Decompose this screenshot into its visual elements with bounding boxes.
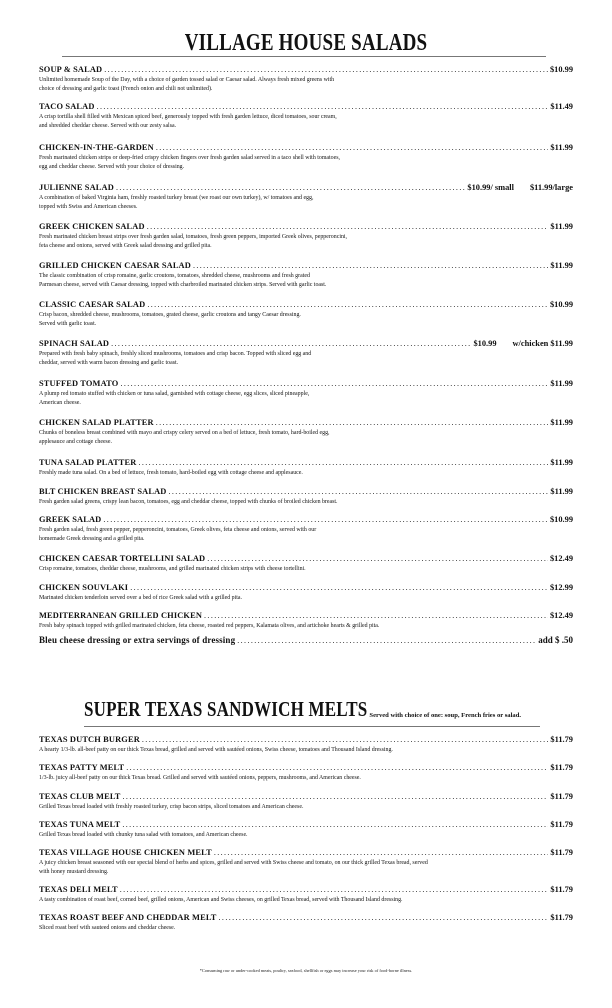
item-name: TEXAS ROAST BEEF AND CHEDDAR MELT [39, 913, 217, 922]
item-description: cheddar, served with warm bacon dressing and garlic toast. [39, 359, 179, 366]
item-price: $12.49 [549, 554, 573, 563]
item-name: TUNA SALAD PLATTER [39, 458, 137, 467]
leader-dots [104, 64, 548, 76]
menu-item [39, 847, 573, 876]
item-name: TEXAS DUTCH BURGER [39, 735, 140, 744]
item-description: A crisp tortilla shell filled with Mexican spiced beef, generously topped with fresh garden lettuce, diced tomatoes, sour cream, [39, 114, 337, 120]
item-price: $11.99 [550, 261, 573, 270]
menu-item [39, 101, 573, 130]
item-name: GREEK CHICKEN SALAD [39, 222, 145, 231]
item-description: Served with garlic toast. [39, 320, 97, 327]
item-description: Crisp bacon, shredded cheese, mushrooms, tomatoes, grated cheese, garlic croutons and tangy Caesar dressing. [39, 312, 301, 318]
item-description: A tasty combination of roast beef, corned beef, grilled onions, American and Swiss cheeses, on grilled Texas bread, served with Thousand Island dressing. [39, 897, 403, 903]
item-description: A hearty 1/3-lb. all-beef patty on our thick Texas bread, grilled and served with sautéed onions, Swiss cheese, tomatoes and Thousand Island dressing. [39, 747, 393, 753]
item-name: MEDITERRANEAN GRILLED CHICKEN [39, 611, 203, 620]
item-name: Bleu cheese dressing or extra servings of dressing [39, 635, 236, 645]
leader-dots [214, 847, 549, 859]
item-description: Crisp romaine, tomatoes, cheddar cheese, mushrooms, and grilled marinated chicken strips with cheese tortellini. [39, 566, 306, 572]
item-price: $11.79 [550, 763, 573, 772]
leader-dots [237, 635, 536, 647]
item-name: CHICKEN-IN-THE-GARDEN [39, 143, 154, 152]
menu-item [39, 260, 573, 289]
item-name: JULIENNE SALAD [39, 183, 114, 192]
item-price-chicken: w/chicken $11.99 [512, 339, 573, 348]
leader-dots [156, 142, 549, 154]
item-name: TEXAS TUNA MELT [39, 820, 121, 829]
menu-item [39, 338, 573, 367]
item-name: TEXAS CLUB MELT [39, 792, 121, 801]
item-name: CHICKEN SOUVLAKI [39, 583, 129, 592]
leader-dots [126, 762, 548, 774]
item-description: 1/3-lb. juicy all-beef patty on our thick Texas bread. Grilled and served with sautéed onions, peppers, mushrooms, and American cheese. [39, 775, 361, 781]
menu-item [39, 417, 573, 446]
leader-dots [156, 417, 549, 429]
leader-dots [103, 514, 548, 526]
item-description: applesauce and cottage cheese. [39, 438, 112, 445]
item-price: $11.99 [550, 418, 573, 427]
leader-dots [130, 582, 548, 594]
leader-dots [169, 486, 549, 498]
item-description: Unlimited homemade Soup of the Day, with a choice of garden tossed salad or Caesar salad. Always fresh mixed greens with [39, 77, 335, 83]
item-price: $10.99/ small [467, 183, 514, 192]
item-description: Parmesan cheese, served with Caesar dressing, topped with charbroiled marinated chicken strips. Served with garlic toast. [39, 281, 327, 288]
food-safety-footnote: *Consuming raw or under-cooked meats, poultry, seafood, shellfish or eggs may increase your risk of food-borne illness. [199, 968, 413, 973]
item-description: Fresh garden salad greens, crispy lean bacon, tomatoes, egg and cheddar cheese, topped with chunks of broiled chicken breast. [39, 499, 338, 505]
item-name: TACO SALAD [39, 102, 95, 111]
menu-item [39, 142, 573, 171]
menu-item [39, 553, 573, 574]
melts-rule [84, 726, 540, 727]
menu-item [39, 378, 573, 407]
item-price: $11.49 [550, 102, 573, 111]
leader-dots [219, 912, 549, 924]
item-name: CHICKEN CAESAR TORTELLINI SALAD [39, 554, 206, 563]
salads-rule [62, 56, 546, 57]
item-name: CLASSIC CAESAR SALAD [39, 300, 146, 309]
item-price: $10.99 [549, 300, 573, 309]
item-price: add $ .50 [538, 635, 573, 645]
item-name: STUFFED TOMATO [39, 379, 119, 388]
item-name: GRILLED CHICKEN CAESAR SALAD [39, 261, 191, 270]
item-name: BLT CHICKEN BREAST SALAD [39, 487, 167, 496]
item-description: Grilled Texas bread loaded with chunky tuna salad with tomatoes, and American cheese. [39, 832, 248, 838]
extra-dressing-item [39, 634, 573, 646]
melts-title: SUPER TEXAS SANDWICH MELTS [84, 697, 368, 721]
item-price: $11.79 [550, 848, 573, 857]
item-name: TEXAS DELI MELT [39, 885, 118, 894]
menu-item [39, 762, 573, 783]
leader-dots [147, 299, 548, 311]
menu-item [39, 182, 573, 211]
leader-dots [116, 182, 465, 194]
menu-item [39, 582, 573, 603]
melts-subtitle: Served with choice of one: soup, French fries or salad. [369, 712, 522, 719]
menu-item [39, 221, 573, 250]
item-price: $10.99 [473, 339, 497, 348]
melts-header [84, 697, 522, 722]
item-price: $11.99 [550, 222, 573, 231]
leader-dots [138, 457, 548, 469]
menu-item [39, 791, 573, 812]
leader-dots [122, 819, 548, 831]
leader-dots [120, 884, 549, 896]
item-description: homemade Greek dressing and a grilled pita. [39, 535, 145, 542]
item-price: $11.79 [550, 885, 573, 894]
item-description: Fresh marinated chicken breast strips over fresh garden salad, tomatoes, fresh green peppers, imported Greek olives, pepperoncini, [39, 234, 348, 240]
item-description: A combination of baked Virginia ham, freshly roasted turkey breast (we roast our own turkey), w/ tomatoes and egg, [39, 195, 314, 201]
leader-dots [120, 378, 548, 390]
menu-item [39, 819, 573, 840]
item-price: $12.49 [549, 611, 573, 620]
item-name: TEXAS VILLAGE HOUSE CHICKEN MELT [39, 848, 212, 857]
leader-dots [147, 221, 549, 233]
item-description: topped with Swiss and American cheeses. [39, 203, 138, 210]
item-price: $10.99 [549, 65, 573, 74]
item-name: SOUP & SALAD [39, 65, 103, 74]
menu-item [39, 514, 573, 543]
leader-dots [123, 791, 549, 803]
item-description: American cheese. [39, 399, 81, 406]
item-description: Prepared with fresh baby spinach, freshly sliced mushrooms, tomatoes and crisp bacon. Topped with sliced egg and [39, 351, 312, 357]
leader-dots [193, 260, 548, 272]
item-name: SPINACH SALAD [39, 339, 110, 348]
leader-dots [204, 610, 548, 622]
menu-item [39, 299, 573, 328]
item-description: feta cheese and onions, served with Greek salad dressing and grilled pita. [39, 242, 212, 249]
item-price-large: $11.99/large [529, 183, 573, 192]
item-description: Fresh garden salad, fresh green pepper, pepperoncini, tomatoes, Greek olives, feta cheese and onions, served with our [39, 527, 317, 533]
item-price: $11.99 [550, 379, 573, 388]
menu-item [39, 486, 573, 507]
menu-item [39, 64, 573, 93]
item-price: $12.99 [549, 583, 573, 592]
item-description: Marinated chicken tenderloin served over a bed of rice Greek salad with a grilled pita. [39, 595, 242, 601]
item-description: Fresh baby spinach topped with grilled marinated chicken, feta cheese, roasted red peppers, Kalamata olives, and artichoke hearts & grilled pita. [39, 623, 380, 629]
item-price: $11.79 [550, 792, 573, 801]
item-description: Chunks of boneless breast combined with mayo and crispy celery served on a bed of lettuce, fresh tomato, hard-boiled egg, [39, 430, 330, 436]
menu-item [39, 457, 573, 478]
item-description: and shredded cheddar cheese. Served with our zesty salsa. [39, 122, 177, 129]
item-price: $11.99 [550, 143, 573, 152]
menu-item [39, 884, 573, 905]
leader-dots [142, 734, 549, 746]
menu-item [39, 912, 573, 933]
item-description: The classic combination of crisp romaine, garlic croutons, tomatoes, shredded cheese, mushrooms and fresh grated [39, 273, 310, 279]
item-price: $11.99 [550, 458, 573, 467]
item-description: Sliced roast beef with sauteed onions and cheddar cheese. [39, 925, 176, 931]
item-price: $11.99 [550, 487, 573, 496]
menu-item [39, 610, 573, 631]
salads-title: VILLAGE HOUSE SALADS [184, 30, 428, 57]
item-description: Grilled Texas bread loaded with freshly roasted turkey, crisp bacon strips, sliced tomatoes and American cheese. [39, 804, 304, 810]
item-name: TEXAS PATTY MELT [39, 763, 125, 772]
item-description: A plump red tomato stuffed with chicken or tuna salad, garnished with cottage cheese, egg slices, sliced pineapple, [39, 391, 310, 397]
item-price: $10.99 [549, 515, 573, 524]
item-name: GREEK SALAD [39, 515, 102, 524]
item-description: egg and cheddar cheese. Served with your choice of dressing. [39, 163, 185, 170]
item-description: Freshly made tuna salad. On a bed of lettuce, fresh tomato, hard-boiled egg with cottage cheese and applesauce. [39, 470, 303, 476]
item-description: Fresh marinated chicken strips or deep-fried crispy chicken fingers over fresh garden salad served in a taco shell with tomatoes, [39, 155, 340, 161]
item-price: $11.79 [550, 913, 573, 922]
menu-item [39, 734, 573, 755]
item-price: $11.79 [550, 820, 573, 829]
leader-dots [111, 338, 471, 350]
item-description: choice of dressing and garlic toast (French onion and chili not unlimited). [39, 85, 213, 92]
item-name: CHICKEN SALAD PLATTER [39, 418, 154, 427]
leader-dots [207, 553, 548, 565]
item-description: with honey mustard dressing. [39, 868, 109, 875]
item-description: A juicy chicken breast seasoned with our special blend of herbs and spices, grilled and served with Swiss cheese and tomato, on our thick grilled Texas bread, served [39, 860, 428, 866]
leader-dots [97, 101, 549, 113]
item-price: $11.79 [550, 735, 573, 744]
